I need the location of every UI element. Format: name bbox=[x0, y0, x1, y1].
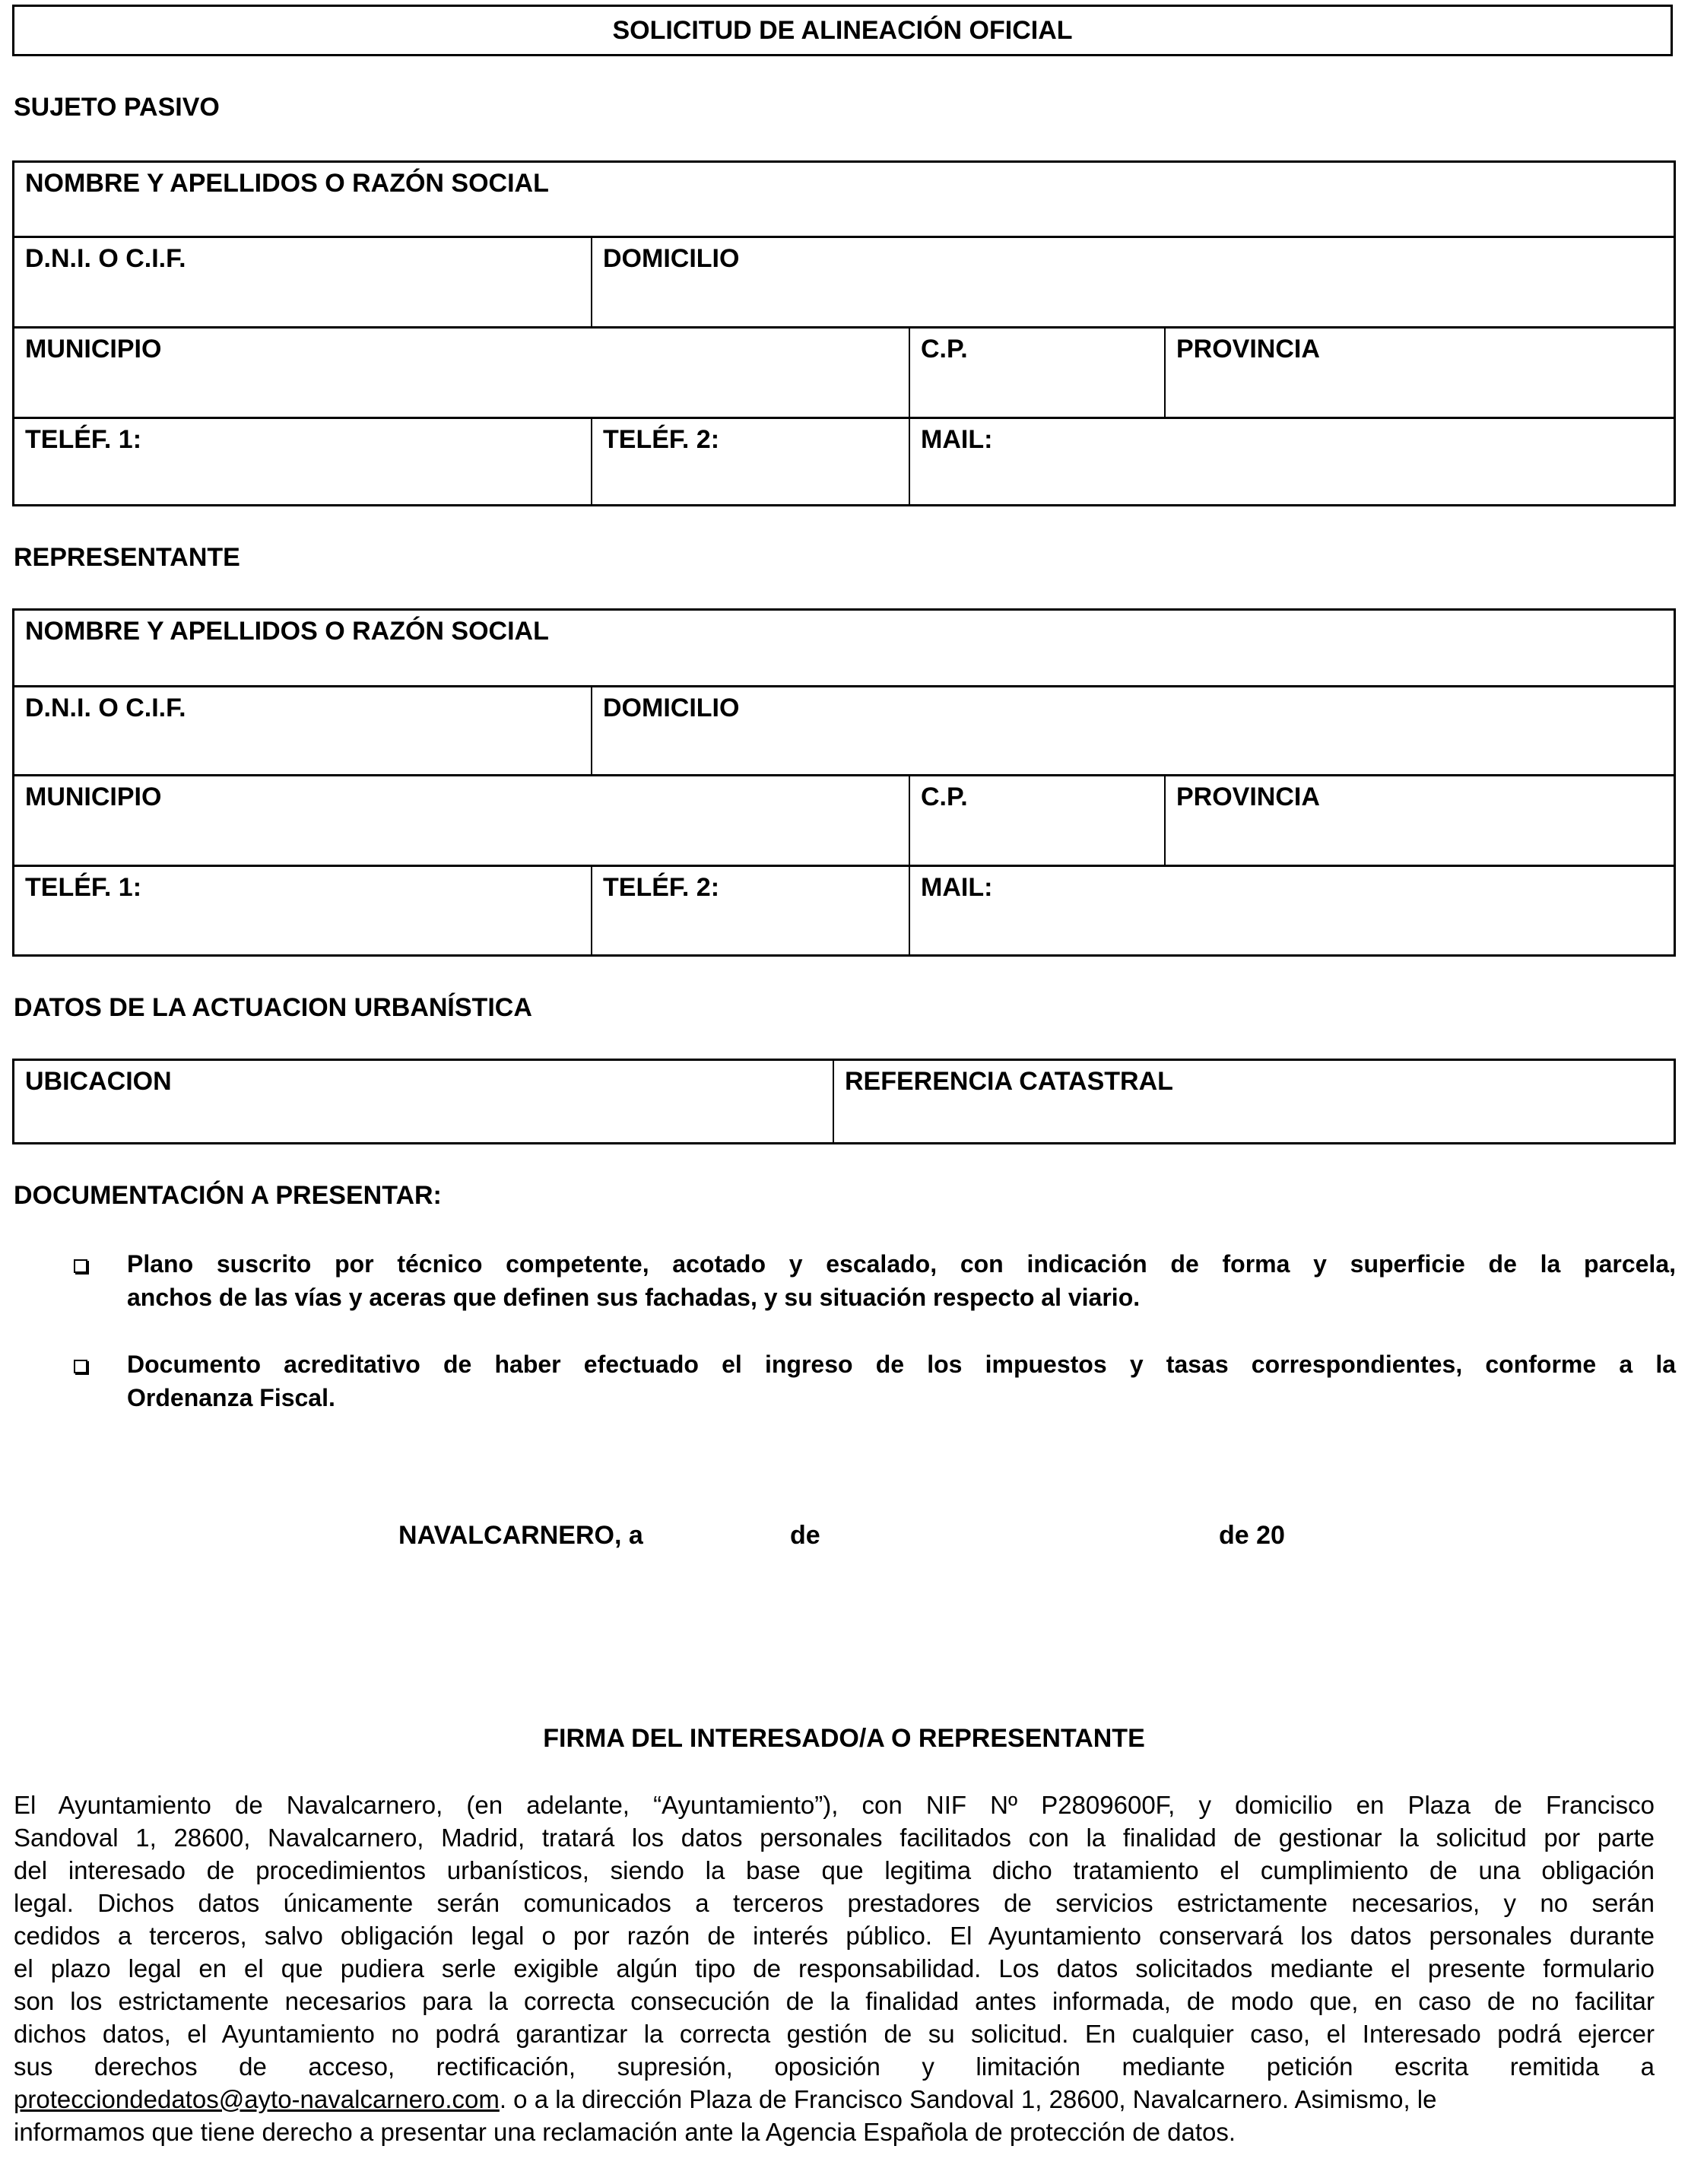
domicilio-field[interactable]: DOMICILIO bbox=[592, 238, 1674, 329]
municipio-field[interactable]: MUNICIPIO bbox=[14, 329, 910, 419]
section-heading-sujeto-pasivo: SUJETO PASIVO bbox=[14, 93, 220, 122]
doc-item-2-line-1: Documento acreditativo de haber efectuado el ingreso de los impuestos y tasas correspondientes, conforme a la bbox=[127, 1351, 1676, 1378]
form-title: SOLICITUD DE ALINEACIÓN OFICIAL bbox=[12, 5, 1673, 56]
firma-label: FIRMA DEL INTERESADO/A O REPRESENTANTE bbox=[543, 1724, 1145, 1753]
privacy-line: informamos que tiene derecho a presentar una reclamación ante la Agencia Española de protección de datos. bbox=[14, 2118, 1236, 2146]
actuacion-table bbox=[12, 1059, 1676, 1144]
checkbox-icon[interactable] bbox=[74, 1259, 87, 1273]
mail-field[interactable]: MAIL: bbox=[921, 425, 993, 454]
ubicacion-field[interactable]: UBICACION bbox=[14, 1061, 834, 1142]
checkbox-icon[interactable] bbox=[74, 1360, 87, 1373]
privacy-email-link[interactable]: protecciondedatos@ayto-navalcarnero.com bbox=[14, 2085, 500, 2113]
section-heading-actuacion: DATOS DE LA ACTUACION URBANÍSTICA bbox=[14, 993, 532, 1022]
fecha-lugar: NAVALCARNERO, a bbox=[398, 1521, 643, 1550]
doc-item-1-line-2: anchos de las vías y aceras que definen sus fachadas, y su situación respecto al viario. bbox=[127, 1284, 1141, 1311]
section-heading-representante: REPRESENTANTE bbox=[14, 543, 240, 572]
fecha-de-anio: de 20 bbox=[1219, 1521, 1285, 1550]
privacy-line: del interesado de procedimientos urbanísticos, siendo la base que legitima dicho tratamiento el cumplimiento de una obligación bbox=[14, 1856, 1655, 1884]
cp-field[interactable]: C.P. bbox=[910, 776, 1166, 867]
privacy-line: cedidos a terceros, salvo obligación legal o por razón de interés público. El Ayuntamiento conservará los datos personales durante bbox=[14, 1922, 1655, 1950]
doc-item-2-line-2: Ordenanza Fiscal. bbox=[127, 1384, 335, 1411]
provincia-field[interactable]: PROVINCIA bbox=[1166, 776, 1674, 867]
doc-item-1-line-1: Plano suscrito por técnico competente, acotado y escalado, con indicación de forma y superficie de la parcela, bbox=[127, 1250, 1676, 1278]
mail-field[interactable]: MAIL: bbox=[921, 873, 993, 902]
privacy-line: dichos datos, el Ayuntamiento no podrá garantizar la correcta gestión de su solicitud. En cualquier caso, el Interesado podrá ejercer bbox=[14, 2020, 1655, 2048]
cp-field[interactable]: C.P. bbox=[910, 329, 1166, 419]
dni-field[interactable]: D.N.I. O C.I.F. bbox=[14, 687, 592, 776]
referencia-catastral-field[interactable]: REFERENCIA CATASTRAL bbox=[845, 1067, 1173, 1096]
representante-table bbox=[12, 608, 1676, 957]
telef1-field[interactable]: TELÉF. 1: bbox=[14, 867, 592, 954]
domicilio-field[interactable]: DOMICILIO bbox=[592, 687, 1674, 776]
privacy-line: legal. Dichos datos únicamente serán comunicados a terceros prestadores de servicios estrictamente necesarios, y no serán bbox=[14, 1889, 1655, 1917]
privacy-line bbox=[14, 2083, 1655, 2116]
telef2-field[interactable]: TELÉF. 2: bbox=[592, 419, 910, 504]
nombre-field[interactable]: NOMBRE Y APELLIDOS O RAZÓN SOCIAL bbox=[14, 163, 1674, 238]
privacy-line: son los estrictamente necesarios para la correcta consecución de la finalidad antes informada, de modo que, en caso de no facilitar bbox=[14, 1987, 1655, 2015]
privacy-line-rest: . o a la dirección Plaza de Francisco Sandoval 1, 28600, Navalcarnero. Asimismo, le bbox=[499, 2085, 1437, 2113]
privacy-line: sus derechos de acceso, rectificación, supresión, oposición y limitación mediante petición escrita remitida a bbox=[14, 2052, 1655, 2081]
sujeto-pasivo-table bbox=[12, 160, 1676, 506]
fecha-de-mes: de bbox=[790, 1521, 820, 1550]
privacy-line: El Ayuntamiento de Navalcarnero, (en adelante, “Ayuntamiento”), con NIF Nº P2809600F, y domicilio en Plaza de Francisco bbox=[14, 1791, 1655, 1819]
privacy-line: Sandoval 1, 28600, Navalcarnero, Madrid, tratará los datos personales facilitados con la finalidad de gestionar la solicitud por parte bbox=[14, 1824, 1655, 1852]
privacy-line: el plazo legal en el que pudiera serle exigible algún tipo de responsabilidad. Los datos solicitados mediante el presente formulario bbox=[14, 1954, 1655, 1982]
telef2-field[interactable]: TELÉF. 2: bbox=[592, 867, 910, 954]
section-heading-documentacion: DOCUMENTACIÓN A PRESENTAR: bbox=[14, 1181, 442, 1210]
municipio-field[interactable]: MUNICIPIO bbox=[14, 776, 910, 867]
telef1-field[interactable]: TELÉF. 1: bbox=[14, 419, 592, 504]
nombre-field[interactable]: NOMBRE Y APELLIDOS O RAZÓN SOCIAL bbox=[14, 611, 1674, 687]
provincia-field[interactable]: PROVINCIA bbox=[1166, 329, 1674, 419]
dni-field[interactable]: D.N.I. O C.I.F. bbox=[14, 238, 592, 329]
